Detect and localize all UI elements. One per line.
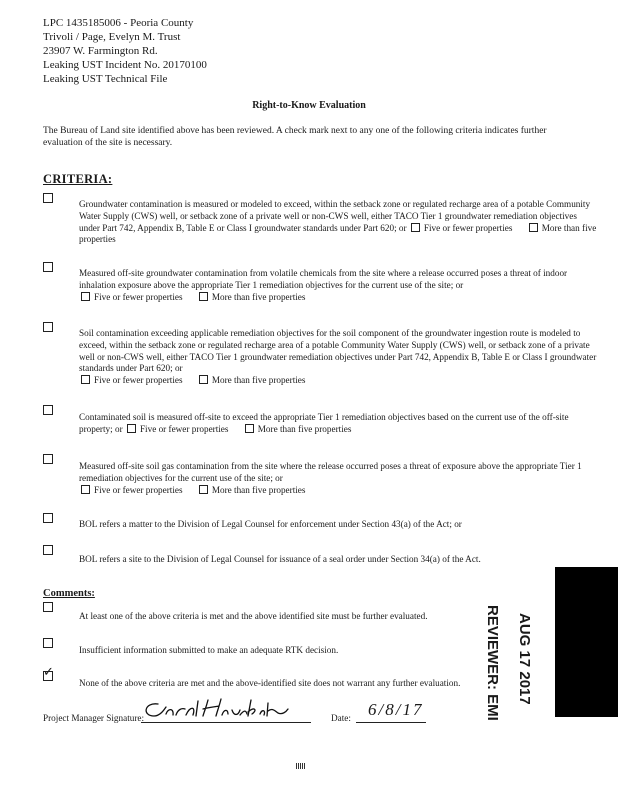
comment-3-text: None of the above criteria are met and the above-identified site does not warrant any further evaluation. — [79, 678, 461, 688]
criterion-3-text: Soil contamination exceeding applicable remediation objectives for the soil component of the groundwater ingestion route is modeled to exceed, within the setback zone or regulated recharge area of a potable Community Water Supply (CWS) well, or setback zone of a private well or non-CWS well, either TACO Tier 1 groundwater remediation objectives under Part 742, Appendix B, Table E or Class I groundwater standards under Part 620; or — [79, 328, 597, 374]
criterion-4-checkbox[interactable] — [43, 405, 53, 415]
criterion-4-few-label: Five or fewer properties — [139, 423, 229, 434]
page-title: Right-to-Know Evaluation — [252, 100, 366, 111]
criterion-2-few-label: Five or fewer properties — [94, 291, 183, 302]
header-incident: Leaking UST Incident No. 20170100 — [43, 59, 207, 71]
criterion-2 — [79, 268, 599, 303]
comment-2-text: Insufficient information submitted to make an adequate RTK decision. — [79, 645, 339, 655]
criterion-2-more-label: More than five properties — [211, 291, 306, 302]
criteria-heading: CRITERIA: — [43, 172, 113, 186]
header-site-name: Trivoli / Page, Evelyn M. Trust — [43, 31, 181, 43]
criterion-4-more-checkbox[interactable] — [245, 424, 254, 433]
criterion-3-checkbox[interactable] — [43, 322, 53, 332]
criterion-1-more-checkbox[interactable] — [529, 223, 538, 232]
comment-2-checkbox[interactable] — [43, 638, 53, 648]
page-marker — [296, 763, 306, 769]
redaction-bar — [555, 567, 618, 717]
criterion-1-text: Groundwater contamination is measured or modeled to exceed, within the setback zone or regulated recharge area of a potable Community Water Supply (CWS) well, or setback zone of a private well or non-CWS well, either TACO Tier 1 groundwater remediation objectives under Part 742, Appendix B, Table E or Class I groundwater standards under Part 620; or — [79, 199, 591, 233]
criterion-5-few-checkbox[interactable] — [81, 485, 90, 494]
comment-1-text: At least one of the above criteria is met and the above identified site must be further evaluated. — [79, 611, 428, 621]
criterion-4-more-label: More than five properties — [257, 423, 352, 434]
criterion-3-few-checkbox[interactable] — [81, 375, 90, 384]
criterion-6-checkbox[interactable] — [43, 513, 53, 523]
criterion-6-text: BOL refers a matter to the Division of Legal Counsel for enforcement under Section 43(a) of the Act; or — [79, 519, 462, 529]
check-mark-icon: ✓ — [43, 665, 54, 680]
criterion-3-more-checkbox[interactable] — [199, 375, 208, 384]
criterion-2-more-checkbox[interactable] — [199, 292, 208, 301]
criterion-4-few-checkbox[interactable] — [127, 424, 136, 433]
comments-heading: Comments: — [43, 588, 95, 599]
criterion-1-more-label: More than five properties — [79, 222, 597, 245]
intro-paragraph: The Bureau of Land site identified above has been reviewed. A check mark next to any one of the following criteria indicates further evaluation of the site is necessary. — [43, 126, 547, 148]
date-label: Date: — [331, 713, 351, 723]
stamp-date: AUG 17 2017 — [516, 613, 533, 705]
criterion-1-checkbox[interactable] — [43, 193, 53, 203]
criterion-4-text: Contaminated soil is measured off-site to exceed the appropriate Tier 1 remediation objectives based on the current use of the off-site property; or — [79, 412, 569, 434]
criterion-2-few-checkbox[interactable] — [81, 292, 90, 301]
criterion-3 — [79, 328, 599, 387]
criterion-1-few-label: Five or fewer properties — [423, 222, 513, 233]
signature-label: Project Manager Signature: — [43, 713, 145, 723]
criterion-1 — [79, 199, 599, 246]
criterion-1-few-checkbox[interactable] — [411, 223, 420, 232]
handwritten-signature — [140, 694, 290, 724]
criterion-5 — [79, 461, 599, 496]
criterion-7-checkbox[interactable] — [43, 545, 53, 555]
criterion-5-checkbox[interactable] — [43, 454, 53, 464]
criterion-2-text: Measured off-site groundwater contamination from volatile chemicals from the site where a release occurred poses a threat of indoor inhalation exposure above the appropriate Tier 1 remediation objectives for the current use of the site; or — [79, 268, 568, 290]
header-site-id: LPC 1435185006 - Peoria County — [43, 17, 194, 29]
criterion-3-few-label: Five or fewer properties — [94, 375, 183, 386]
comment-3-checkbox[interactable] — [43, 665, 54, 681]
criterion-5-more-checkbox[interactable] — [199, 485, 208, 494]
criterion-2-checkbox[interactable] — [43, 262, 53, 272]
criterion-7-text: BOL refers a site to the Division of Legal Counsel for issuance of a seal order under Section 34(a) of the Act. — [79, 554, 481, 564]
criterion-4 — [79, 412, 599, 436]
date-value: 6/8/17 — [368, 700, 424, 719]
stamp-reviewer: REVIEWER: EMI — [484, 605, 501, 721]
criterion-5-text: Measured off-site soil gas contamination from the site where the release occurred poses a threat of exposure above the appropriate Tier 1 remediation objectives for the current use of the site; or — [79, 461, 582, 483]
header-file-type: Leaking UST Technical File — [43, 73, 168, 85]
comment-1-checkbox[interactable] — [43, 602, 53, 612]
criterion-5-few-label: Five or fewer properties — [94, 484, 183, 495]
header-address: 23907 W. Farmington Rd. — [43, 45, 158, 57]
criterion-3-more-label: More than five properties — [211, 375, 306, 386]
date-line — [356, 722, 426, 723]
criterion-5-more-label: More than five properties — [211, 484, 306, 495]
